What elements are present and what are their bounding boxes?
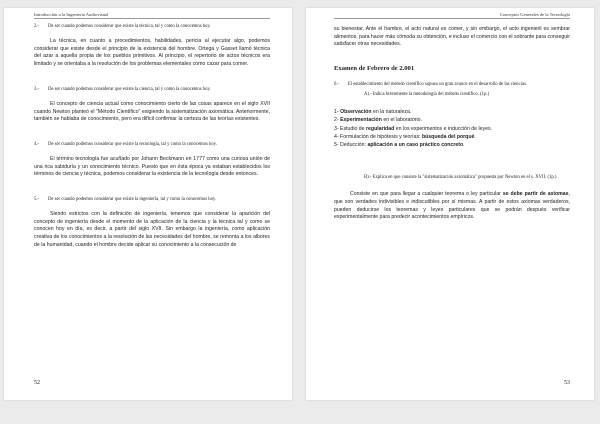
question-text: De ser cuando podemos considerar que existe la ciencia, tal y como la conocemos hoy. <box>48 86 211 92</box>
question-2 <box>34 24 270 30</box>
method-steps-list <box>334 108 570 149</box>
left-page-number: 52 <box>34 380 40 386</box>
question-text: De ser cuando podemos considerar que existe la técnica, tal y como la conocemos hoy. <box>48 24 211 29</box>
method-step: 3- Estudio de regularidad en los experimentos e inducción de leyes. <box>334 125 493 132</box>
question-number: 3.- <box>34 86 40 92</box>
left-running-head: Introducción a la Ingeniería Audiovisual <box>34 12 109 17</box>
right-header-rule <box>334 18 570 19</box>
answer-5: Siendo estrictos con la definición de ingeniería, tenemos que considerar la aparición del concepto de ingeniería desde el momento de la aplicación de la ciencia y la técnica tal y como se conocen hoy en día, es decir, a partir del siglo XVII. Sin embargo la ingeniería, como aplicación creativa de los conocimientos a la resolución de las necesidades del hombre, se remonta a los albores de la humanidad, cuando el hombre decide aplicar su conocimiento a la consecución de <box>34 211 270 248</box>
left-page-content <box>34 24 270 250</box>
exam-title: Examen de Febrero de 2.001 <box>334 65 415 73</box>
question-text: De ser cuando podemos considerar que existe la tecnología, tal y como la conocemos hoy. <box>48 141 217 147</box>
question-number: 4.- <box>34 141 40 147</box>
question-number: 6.- <box>334 82 340 88</box>
method-step: 2- Experimentación en el laboratorio. <box>334 117 422 124</box>
question-6 <box>334 82 570 88</box>
question-number: 5.- <box>34 197 40 203</box>
left-page <box>4 8 292 400</box>
answer-4: El término tecnología fue acuñado por Johann Beckmann en 1777 como una curiosa unión de una rica sabiduría y un conocimiento técnico. Puesto que en ésta época ya estaban establecidos los términos de ciencia y técnica, podemos considerar la existencia de la tecnología desde entonces. <box>34 155 270 178</box>
answer-2: La técnica, en cuanto a procedimientos, habilidades, pericia al ejecutar algo, podemos considerar que existe desde el principio de la existencia del hombre. Ortega y Gasset llamó técnica del azar a aquella propia de los pueblos primitivos. Al principio, el repertorio de actos técnicos era limitado y se orientaba a la resolución de los problemas elementales como cazar para comer. <box>34 38 270 68</box>
question-4 <box>34 142 270 148</box>
method-step: 1- Observación en la naturaleza. <box>334 109 412 116</box>
question-5 <box>34 197 270 203</box>
question-text: De ser cuando podemos considerar que existe la ingeniería, tal y como la conocemos hoy. <box>48 197 217 203</box>
left-header-rule <box>34 18 270 19</box>
question-text: El establecimiento del método científico supuso un gran avance en el desarrollo de las ciencias. <box>348 82 527 88</box>
right-page-content <box>334 26 570 222</box>
continuation-paragraph: su bienestar. Ante el hambre, el acto natural es comer, y sin embargo, el acto ingenieril es sembrar alimentos, para hacer más cómoda su obtención, e incluso el comercio con el sobrante para conseguir satisfacer otras necesidades. <box>334 26 570 48</box>
answer-6b: Consiste en que para llegar a cualquier teorema o ley particular se debe partir de axiomas, que son verdades indivisibles e indiscutibles por sí mismas. A partir de estos axiomas verdaderos, pueden deducirse los teoremas y leyes particulares que se podrán después verificar experimentalmente para predecir acontecimientos empíricos. <box>334 191 570 221</box>
method-step: 5- Deducción: aplicación a un caso práctico concreto. <box>334 141 465 148</box>
answer-3: El concepto de ciencia actual como conocimiento cierto de las cosas aparece en el siglo XVII cuando Newton planteó el "Método Científico" exigiendo la sistematización axiomática. Anteriormente, también se hablaba de conocimiento, pero era difícil confirmar la certeza de las teorías existentes. <box>34 100 270 123</box>
question-6b: B).- Explica en que consiste la "sistematización axiomática" propuesta por Newton en el s. XVII. (1p.) <box>364 175 557 181</box>
method-step: 4- Formulación de hipótesis y teorías: búsqueda del porqué. <box>334 133 476 140</box>
right-page <box>306 8 594 400</box>
question-3 <box>34 87 270 93</box>
right-running-head: Conceptos Generales de la Tecnología <box>499 12 570 17</box>
question-number: 2.- <box>34 24 40 29</box>
question-6a: A).- Indica brevemente la metodología del método científico. (1p.) <box>364 92 490 98</box>
right-page-number: 53 <box>564 380 570 386</box>
